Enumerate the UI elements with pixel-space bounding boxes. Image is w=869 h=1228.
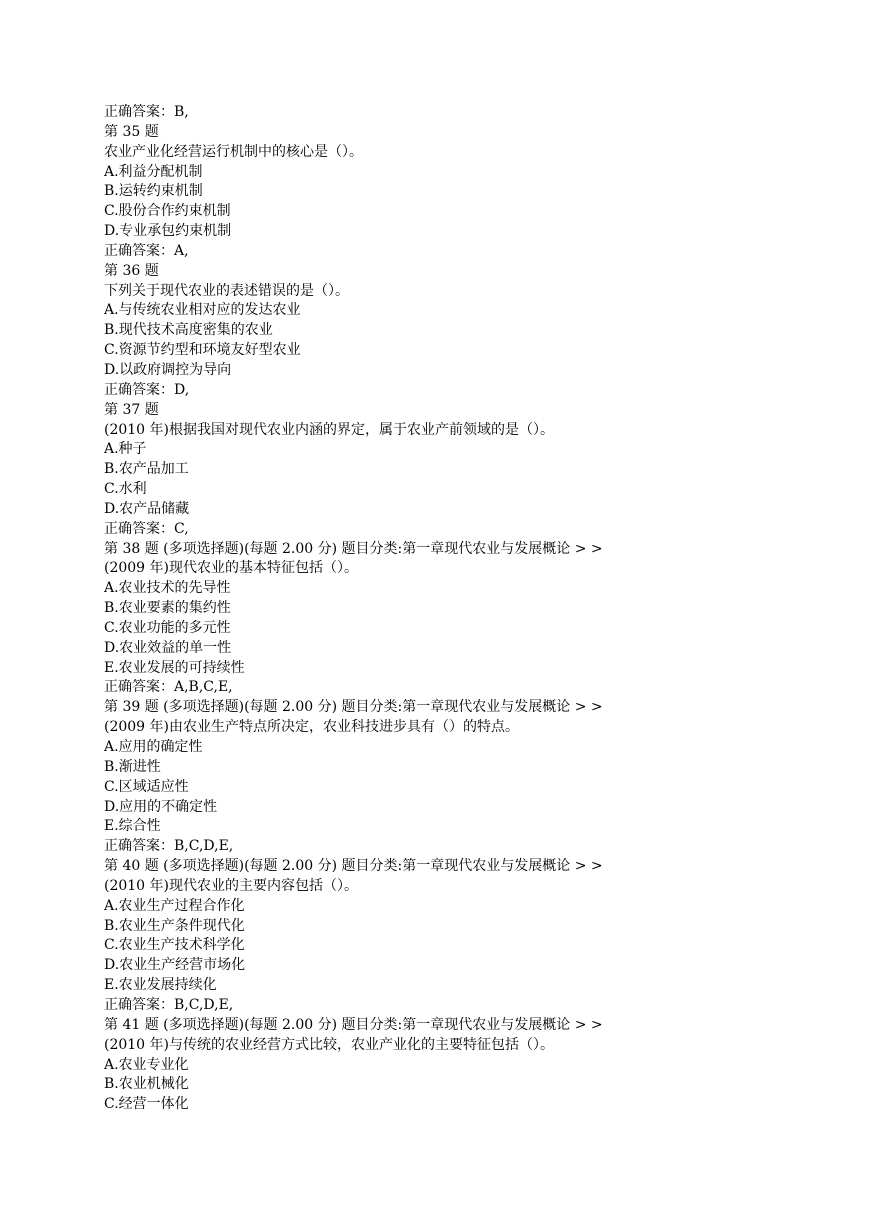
option-line: B.农业要素的集约性 xyxy=(104,600,231,617)
option-line: C.资源节约型和环境友好型农业 xyxy=(104,342,301,359)
question-heading: 第 37 题 xyxy=(104,401,159,418)
option-line: E.农业发展的可持续性 xyxy=(104,659,245,676)
answer-line: 正确答案：D, xyxy=(104,381,190,398)
question-text: 下列关于现代农业的表述错误的是（）。 xyxy=(104,282,349,299)
option-line: C.股份合作约束机制 xyxy=(104,203,231,220)
question-text: (2009 年)由农业生产特点所决定，农业科技进步具有（）的特点。 xyxy=(104,719,520,736)
option-line: B.渐进性 xyxy=(104,758,161,775)
answer-line: 正确答案：A,B,C,E, xyxy=(104,679,233,696)
option-line: A.应用的确定性 xyxy=(104,739,203,755)
option-line: D.农产品储藏 xyxy=(104,500,190,517)
option-line: A.农业生产过程合作化 xyxy=(104,897,245,914)
question-text: (2010 年)与传统的农业经营方式比较，农业产业化的主要特征包括（）。 xyxy=(104,1036,555,1053)
option-line: B.运转约束机制 xyxy=(104,183,203,200)
option-line: E.综合性 xyxy=(104,818,161,835)
question-text: (2010 年)现代农业的主要内容包括（）。 xyxy=(104,877,359,894)
option-line: B.农产品加工 xyxy=(104,461,189,478)
question-text: 农业产业化经营运行机制中的核心是（）。 xyxy=(104,143,363,160)
option-line: B.农业生产条件现代化 xyxy=(104,917,245,934)
question-text: (2010 年)根据我国对现代农业内涵的界定，属于农业产前领域的是（）。 xyxy=(104,421,555,438)
answer-line: 正确答案：A, xyxy=(104,242,189,259)
option-line: A.利益分配机制 xyxy=(104,163,203,180)
option-line: C.经营一体化 xyxy=(104,1096,189,1113)
option-line: C.农业生产技术科学化 xyxy=(104,937,245,954)
option-line: C.农业功能的多元性 xyxy=(104,619,231,636)
option-line: D.农业效益的单一性 xyxy=(104,639,232,656)
option-line: A.与传统农业相对应的发达农业 xyxy=(104,302,301,319)
option-line: D.专业承包约束机制 xyxy=(104,223,232,240)
question-text: (2009 年)现代农业的基本特征包括（）。 xyxy=(104,560,359,577)
option-line: D.应用的不确定性 xyxy=(104,798,218,815)
answer-line: 正确答案：B,C,D,E, xyxy=(104,838,234,855)
question-heading: 第 40 题 (多项选择题)(每题 2.00 分) 题目分类:第一章现代农业与发展概论 > > xyxy=(104,858,603,875)
option-line: E.农业发展持续化 xyxy=(104,977,217,994)
option-line: C.区域适应性 xyxy=(104,778,189,795)
option-line: D.农业生产经营市场化 xyxy=(104,957,246,974)
option-line: A.种子 xyxy=(104,441,147,458)
option-line: B.现代技术高度密集的农业 xyxy=(104,322,273,339)
answer-line: 正确答案：B,C,D,E, xyxy=(104,996,234,1013)
option-line: C.水利 xyxy=(104,481,147,498)
question-heading: 第 36 题 xyxy=(104,262,159,279)
option-line: D.以政府调控为导向 xyxy=(104,361,232,378)
answer-line: 正确答案：C, xyxy=(104,520,189,537)
answer-line: 正确答案：B, xyxy=(104,104,189,120)
question-heading: 第 39 题 (多项选择题)(每题 2.00 分) 题目分类:第一章现代农业与发展概论 > > xyxy=(104,699,603,716)
option-line: A.农业技术的先导性 xyxy=(104,580,231,597)
document-page xyxy=(104,103,844,1115)
option-line: B.农业机械化 xyxy=(104,1076,189,1093)
question-heading: 第 35 题 xyxy=(104,123,159,140)
question-heading: 第 41 题 (多项选择题)(每题 2.00 分) 题目分类:第一章现代农业与发展概论 > > xyxy=(104,1016,603,1033)
question-heading: 第 38 题 (多项选择题)(每题 2.00 分) 题目分类:第一章现代农业与发展概论 > > xyxy=(104,540,603,557)
option-line: A.农业专业化 xyxy=(104,1056,189,1073)
